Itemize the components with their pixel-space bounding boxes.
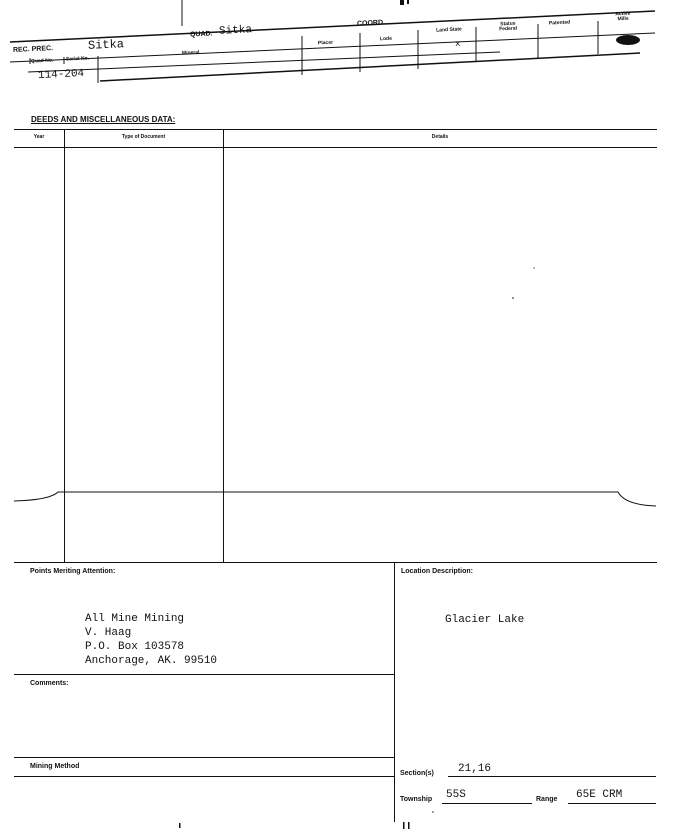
- deeds-top-rule: [14, 129, 657, 130]
- rec-prec-value: Sitka: [87, 37, 125, 53]
- range-label: Range: [536, 796, 558, 803]
- sections-underline: [448, 776, 656, 777]
- quad-label: QUAD.: [189, 30, 213, 39]
- deeds-header-rule: [14, 147, 657, 148]
- location-description-label: Location Description:: [401, 568, 473, 575]
- serial-no-label: Serial No.: [65, 55, 90, 63]
- comments-top-rule: [14, 674, 394, 675]
- deeds-divider-1: [64, 129, 65, 562]
- lower-top-rule: [14, 562, 657, 563]
- deeds-divider-2: [223, 129, 224, 562]
- points-meriting-attention-label: Points Meriting Attention:: [30, 568, 116, 575]
- patented-label: Patented: [548, 19, 571, 27]
- location-description-value: Glacier Lake: [445, 614, 525, 626]
- rec-prec-label: REC. PREC.: [12, 45, 54, 54]
- points-line-1: All Mine Mining: [85, 613, 185, 625]
- land-state-mark: x: [454, 38, 461, 50]
- ink-blot: [616, 35, 640, 45]
- township-underline: [442, 803, 532, 804]
- column-header-type-of-document: Type of Document: [121, 134, 166, 140]
- deeds-section-title: DEEDS AND MISCELLANEOUS DATA:: [31, 115, 176, 124]
- range-underline: [568, 803, 656, 804]
- mining-method-top-rule: [14, 757, 394, 758]
- points-line-4: Anchorage, AK. 99510: [85, 655, 218, 667]
- points-address-block: [85, 612, 217, 668]
- sections-label: Section(s): [400, 770, 434, 777]
- comments-label: Comments:: [30, 680, 69, 687]
- status-federal-label: Status Federal: [499, 20, 518, 33]
- quad-value: Sitka: [218, 24, 253, 38]
- range-value: 65E CRM: [576, 789, 623, 801]
- quad-no-label: Quad No.: [30, 57, 54, 65]
- mineral-label: Mineral: [181, 49, 200, 57]
- placer-label: Placer: [317, 39, 334, 47]
- land-status-label: Land State: [436, 26, 462, 34]
- points-line-2: V. Haag: [85, 627, 132, 639]
- lode-label: Lode: [379, 35, 393, 43]
- lower-center-divider: [394, 562, 395, 822]
- mining-method-bottom-rule: [14, 776, 394, 777]
- sections-value: 21,16: [458, 763, 492, 775]
- quad-serial-value: 114-204: [37, 67, 85, 83]
- township-value: 55S: [446, 789, 466, 801]
- mining-method-label: Mining Method: [30, 763, 80, 770]
- active-mills-label: Active Mills: [615, 10, 631, 23]
- column-header-year: Year: [33, 134, 45, 140]
- coord-label: COORD.: [356, 19, 386, 28]
- column-header-details: Details: [431, 134, 449, 140]
- points-line-3: P.O. Box 103578: [85, 641, 185, 653]
- township-label: Township: [400, 796, 433, 803]
